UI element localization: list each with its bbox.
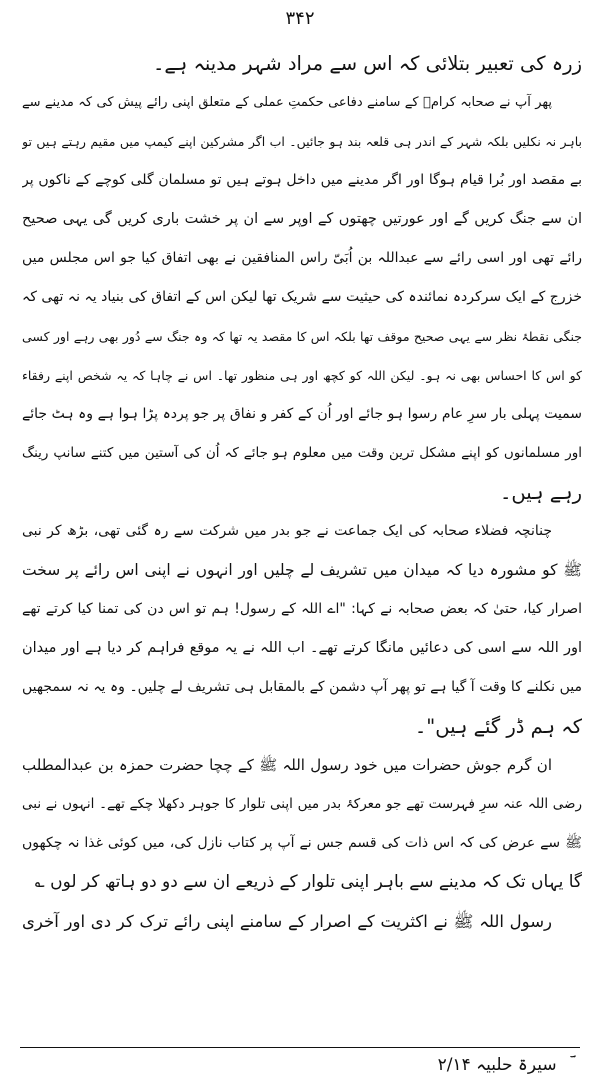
text-line: باہر نہ نکلیں بلکہ شہر کے اندر ہی قلعہ بند ہو جائیں۔ اب اگر مشرکین اپنے کیمپ میں مقیم رہتے ہیں تو: [22, 134, 582, 149]
text-line: اصرار کیا، حتیٰ کہ بعض صحابہ نے کہا: "اے اللہ کے رسول! ہم تو اس دن کی تمنا کیا کرتے تھے: [22, 601, 582, 617]
text-line: ﷺ کو مشورہ دیا کہ میدان میں تشریف لے چلیں اور انہوں نے اپنی اس رائے پر سخت: [22, 561, 582, 579]
text-line: چنانچہ فضلاء صحابہ کی ایک جماعت نے جو بدر میں شرکت سے رہ گئی تھی، بڑھ کر نبی: [22, 523, 552, 539]
text-line: پھر آپ نے صحابہ کرامؓ کے سامنے دفاعی حکمتِ عملی کے متعلق اپنی رائے پیش کی کہ مدینے سے: [22, 95, 552, 110]
text-line: اور اللہ سے اسی کی دعائیں مانگا کرتے تھے۔ اب اللہ نے یہ موقع فراہم کر دیا ہے اور میدان: [22, 640, 582, 656]
footnote-divider: [20, 1047, 580, 1048]
text-line: رائے تھی اور اسی رائے سے عبداللہ بن اُبَیّ راس المنافقین نے بھی اتفاق کیا جو اس مجلس میں: [22, 250, 582, 266]
text-line: رسول اللہ ﷺ نے اکثریت کے اصرار کے سامنے اپنی رائے ترک کر دی اور آخری: [22, 912, 552, 931]
text-line: جنگی نقطۂ نظر سے یہی صحیح موقف تھا بلکہ اس کا مقصد یہ تھا کہ وہ جنگ سے دُور بھی رہے اور کسی: [22, 329, 582, 344]
text-line: زرہ کی تعبیر بتلائی کہ اس سے مراد شہر مدینہ ہے۔: [153, 52, 582, 75]
text-line: گا یہاں تک کہ مدینے سے باہر اپنی تلوار کے ذریعے ان سے دو دو ہاتھ کر لوں ؎: [34, 872, 582, 892]
text-line: رضی اللہ عنہ سرِ فہرست تھے جو معرکۂ بدر میں اپنی تلوار کا جوہر دکھلا چکے تھے۔ انہوں نے نبی: [22, 796, 582, 812]
text-line: ﷺ سے عرض کی کہ اس ذات کی قسم جس نے آپ پر کتاب نازل کی، میں کوئی غذا نہ چکھوں: [22, 835, 582, 851]
text-line: میں نکلنے کا وقت آ گیا ہے تو پھر آپ دشمن کے بالمقابل ہی تشریف لے چلیں۔ وہ یہ نہ سمجھیں: [22, 679, 582, 695]
page-number: ۳۴۲: [285, 8, 315, 29]
text-line: سمیت پہلی بار سرِ عام رسوا ہو جائے اور اُن کے کفر و نفاق پر جو پردہ پڑا ہوا ہے وہ ہٹ جائے: [22, 406, 582, 422]
text-line: بے مقصد اور بُرا قیام ہوگا اور اگر مدینے میں داخل ہوتے ہیں تو مسلمان گلی کوچے کے ناکوں پر: [22, 172, 582, 188]
body-text: [22, 44, 582, 941]
text-line: اور مسلمانوں کو اپنے مشکل ترین وقت میں معلوم ہو جائے کہ اُن کی آستین میں کتنے سانپ رینگ: [22, 445, 582, 461]
text-line: کو اس کا احساس بھی نہ ہو۔ لیکن اللہ کو کچھ اور ہی منظور تھا۔ اس نے چاہا کہ یہ شخص اپنے رفقاء: [22, 368, 582, 383]
text-line: ان گرم جوش حضرات میں خود رسول اللہ ﷺ کے چچا حضرت حمزہ بن عبدالمطلب: [22, 756, 552, 774]
footnote: [438, 1054, 570, 1075]
text-line: کہ ہم ڈر گئے ہیں"۔: [414, 715, 582, 738]
text-line: ان سے جنگ کریں گے اور عورتیں چھتوں کے اوپر سے ان پر خشت باری کریں گی یہی صحیح: [22, 211, 582, 227]
text-line: رہے ہیں۔: [499, 481, 582, 504]
footnote-text: سیرۃ حلبیہ ۲/۱۴: [437, 1055, 557, 1075]
text-line: خزرج کے ایک سرکردہ نمائندہ کی حیثیت سے شریک تھا لیکن اس کے اتفاق کی بنیاد یہ نہ تھی کہ: [22, 289, 582, 305]
